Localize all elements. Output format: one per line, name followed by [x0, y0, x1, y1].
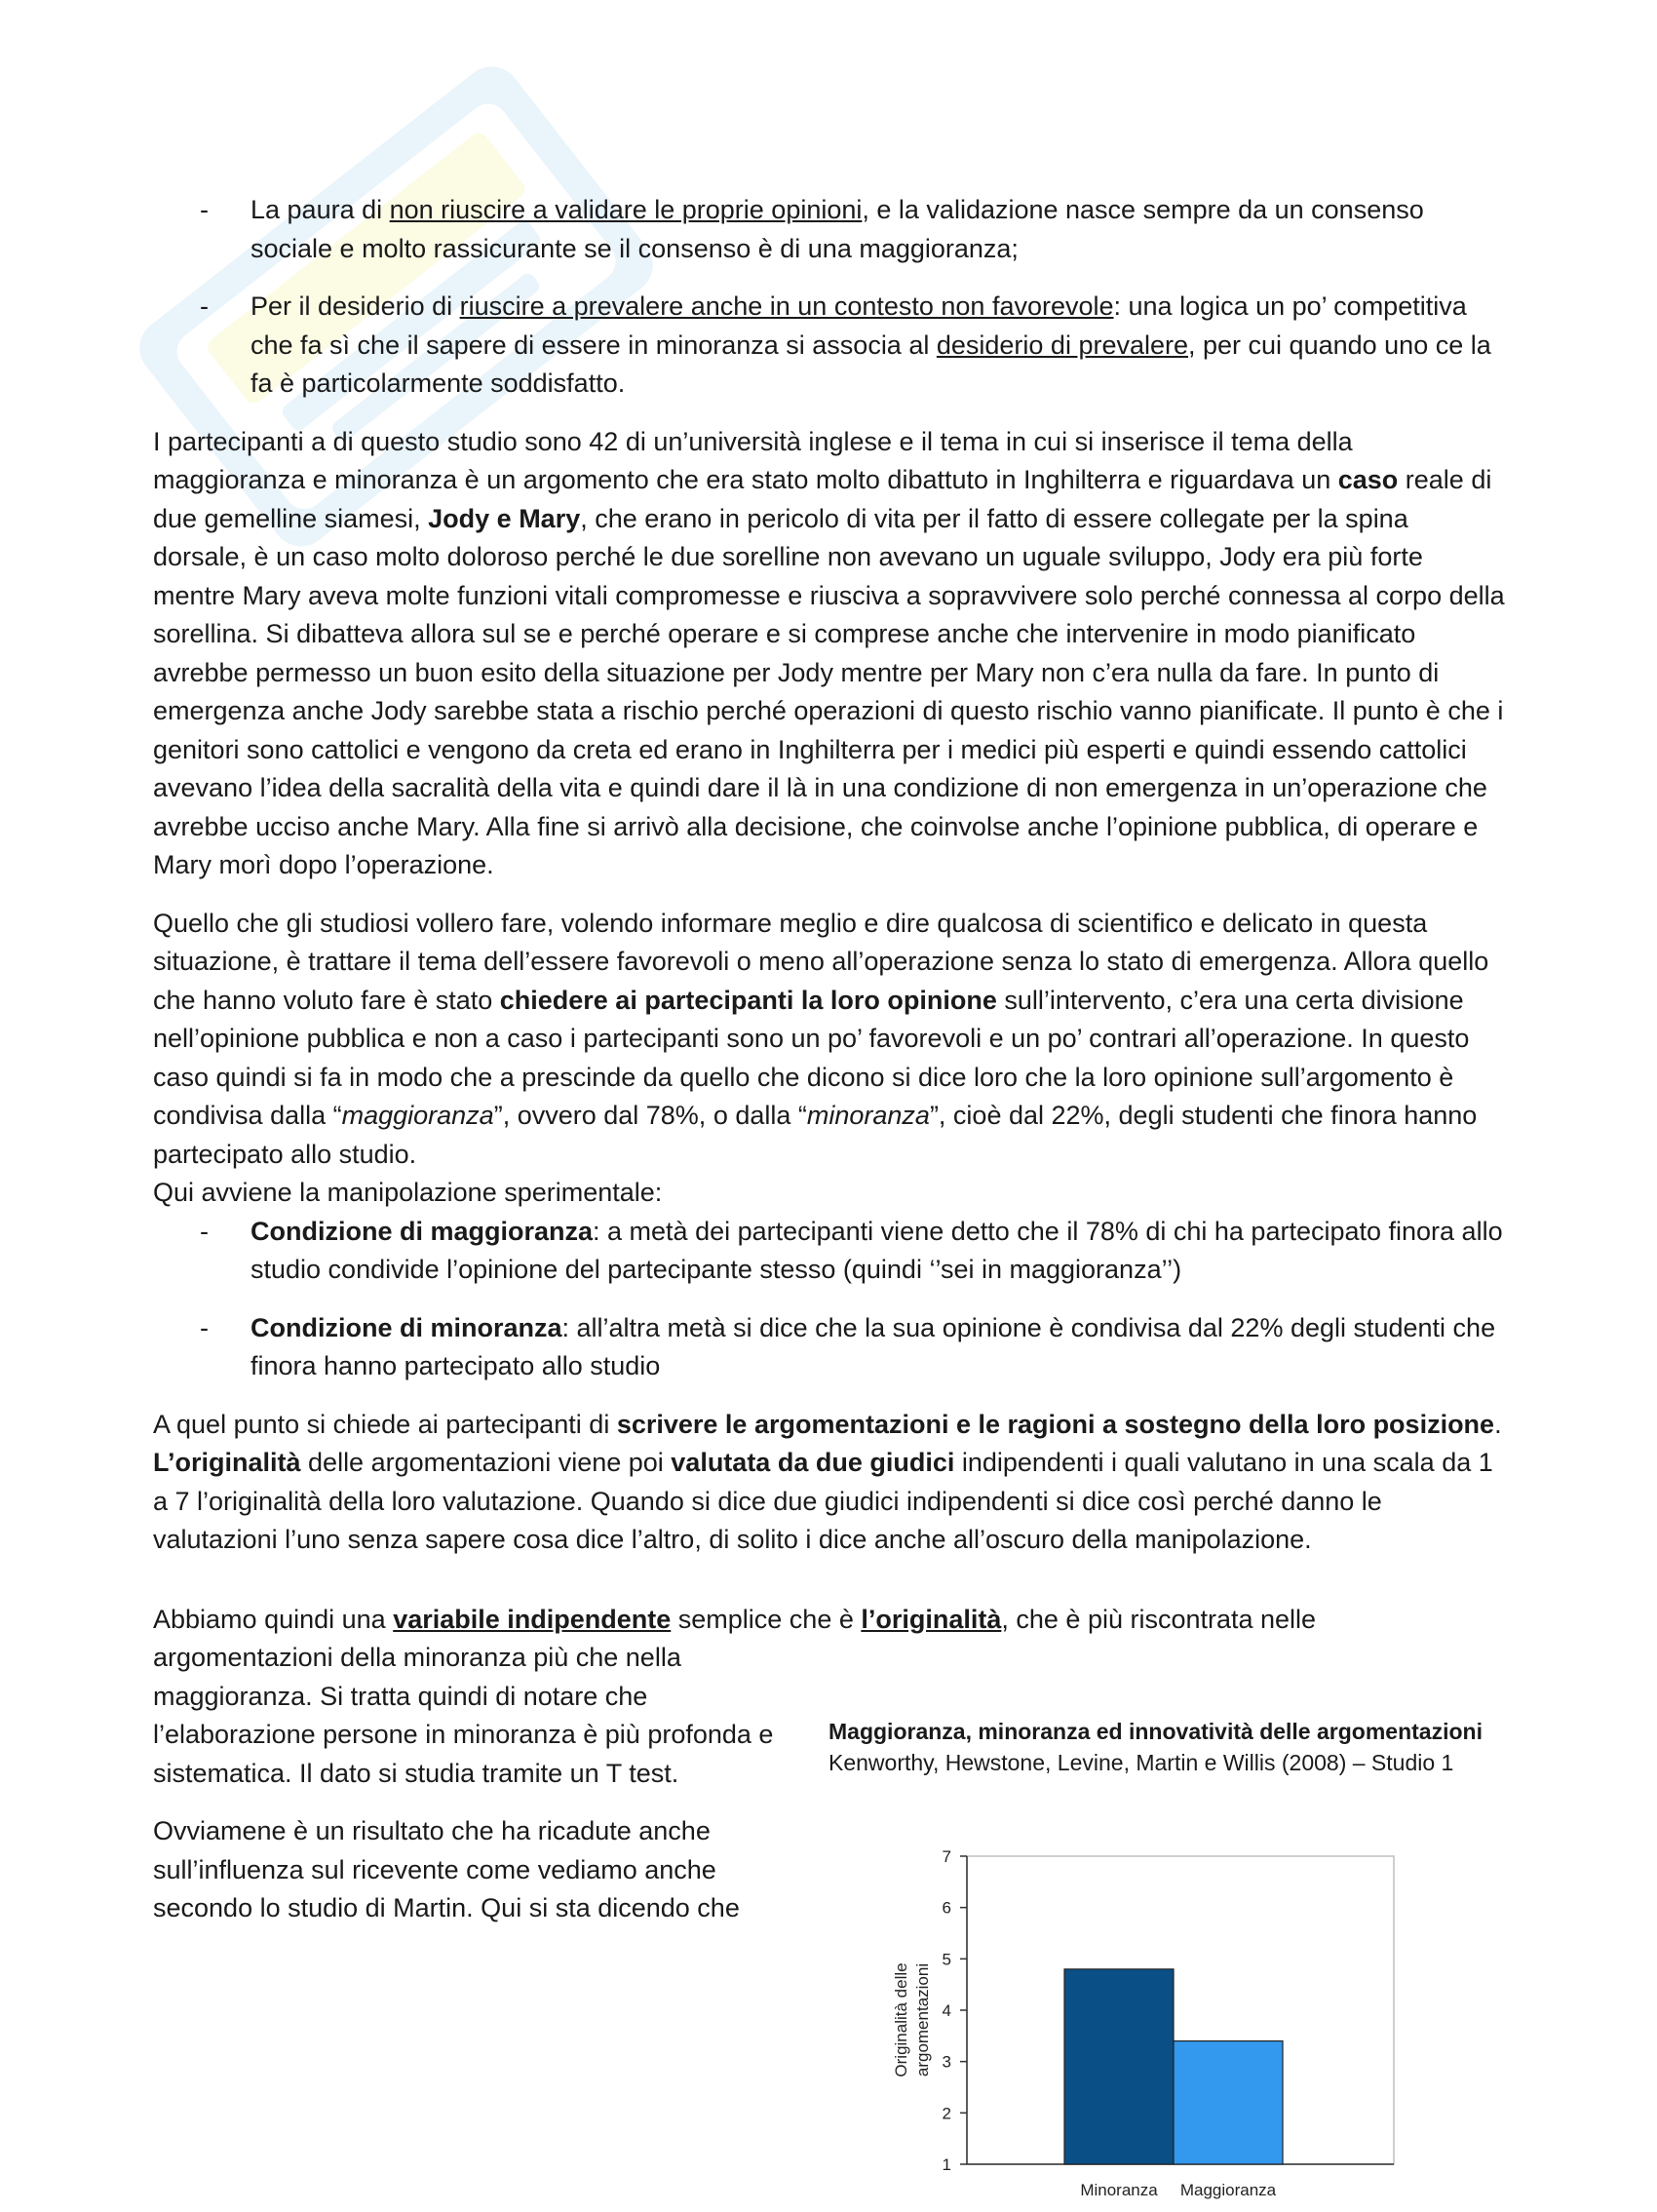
bar-chart: [828, 1778, 1511, 2207]
dash-bullet: -: [200, 195, 209, 224]
y-axis-label: argomentazioni: [913, 1962, 932, 2077]
list-item: - Per il desiderio di riuscire a prevalere anche in un contesto non favorevole: una logica un po’ competitiva che fa sì che il sapere di essere in minoranza si associa al desiderio di prevalere, per cui quando uno ce la fa è particolarmente soddisfatto.: [153, 288, 1508, 404]
y-tick-label: 4: [942, 2001, 951, 2020]
bar-minoranza: [1064, 1969, 1174, 2164]
y-tick-label: 3: [942, 2052, 951, 2072]
dash-bullet: -: [200, 1216, 209, 1246]
x-tick-label: Minoranza: [1080, 2181, 1158, 2199]
chart-subtitle: Kenworthy, Hewstone, Levine, Martin e Willis (2008) – Studio 1: [828, 1750, 1454, 1775]
paragraph-variable-first-line: Abbiamo quindi una variabile indipendente semplice che è l’originalità, che è più riscontrata nelle: [153, 1604, 1317, 1634]
paragraph-study: I partecipanti a di questo studio sono 42 di un’università inglese e il tema in cui si inserisce il tema della maggioranza e minoranza è un argomento che era stato molto dibattuto in Inghilterra e riguardava un caso reale di due gemelline siamesi, Jody e Mary, che erano in pericolo di vita per il fatto di essere collegate per la spina dorsale, è un caso molto doloroso perché le due sorelline non avevano un uguale sviluppo, Jody era più forte mentre Mary aveva molte funzioni vitali compromesse e riusciva a sopravvivere solo perché connessa al corpo della sorellina. Si dibatteva allora sul se e perché operare e si comprese anche che intervenire in modo pianificato avrebbe permesso un buon esito della situazione per Jody mentre per Mary non c’era nulla da fare. In punto di emergenza anche Jody sarebbe stata a rischio perché operazioni di questo rischio vanno pianificate. Il punto è che i genitori sono cattolici e vengono da creta ed erano in Inghilterra per i medici più esperti e quindi essendo cattolici avevano l’idea della sacralità della vita e quindi dare il là in una condizione di non emergenza in un’operazione che avrebbe ucciso anche Mary. Alla fine si arrivò alla decisione, che coinvolse anche l’opinione pubblica, di operare e Mary morì dopo l’operazione.: [153, 426, 1505, 879]
bar-maggioranza: [1174, 2041, 1283, 2164]
list-item: - La paura di non riuscire a validare le proprie opinioni, e la validazione nasce sempre da un consenso sociale e molto rassicurante se il consenso è di una maggioranza;: [153, 191, 1508, 268]
document-body: [153, 191, 1508, 1928]
list-item: - Condizione di minoranza: all’altra metà si dice che la sua opinione è condivisa dal 22% degli studenti che finora hanno partecipato allo studio: [153, 1309, 1508, 1386]
dash-bullet: -: [200, 291, 209, 321]
y-tick-label: 7: [942, 1847, 951, 1866]
chart-figure: [828, 1716, 1511, 2212]
paragraph-method: Quello che gli studiosi vollero fare, volendo informare meglio e dire qualcosa di scientifico e delicato in questa situazione, è trattare il tema dell’essere favorevoli o meno all’operazione senza lo stato di emergenza. Allora quello che hanno voluto fare è stato chiedere ai partecipanti la loro opinione sull’intervento, c’era una certa divisione nell’opinione pubblica e non a caso i partecipanti sono un po’ favorevoli e un po’ contrari all’operazione. In questo caso quindi si fa in modo che a prescinde da quello che dicono si dice loro che la loro opinione sull’argomento è condivisa dalla “maggioranza”, ovvero dal 78%, o dalla “minoranza”, cioè dal 22%, degli studenti che finora hanno partecipato allo studio. Qui avviene la manipolazione sperimentale:: [153, 908, 1489, 1207]
paragraph-last: Ovviamene è un risultato che ha ricadute anche sull’influenza sul ricevente come vediamo anche secondo lo studio di Martin. Qui si sta dicendo che: [153, 1816, 740, 1922]
y-tick-label: 6: [942, 1898, 951, 1918]
paragraph-variable-rest: argomentazioni della minoranza più che nella maggioranza. Si tratta quindi di notare che l’elaborazione persone in minoranza è più profonda e sistematica. Il dato si studia tramite un T test.: [153, 1643, 774, 1788]
y-tick-label: 2: [942, 2104, 951, 2123]
list-item: - Condizione di maggioranza: a metà dei partecipanti viene detto che il 78% di chi ha partecipato finora allo studio condivide l’opinione del partecipante stesso (quindi ‘’sei in maggioranza’’): [153, 1213, 1508, 1290]
x-tick-label: Maggioranza: [1179, 2181, 1277, 2199]
motivation-list: [153, 191, 1508, 404]
conditions-list: [153, 1213, 1508, 1386]
y-tick-label: 5: [942, 1950, 951, 1969]
y-tick-label: 1: [942, 2155, 951, 2174]
chart-title: Maggioranza, minoranza ed innovatività delle argomentazioni: [828, 1719, 1483, 1744]
dash-bullet: -: [200, 1312, 209, 1342]
y-axis-label: Originalità delle: [892, 1962, 910, 2077]
paragraph-argument: A quel punto si chiede ai partecipanti di scrivere le argomentazioni e le ragioni a sostegno della loro posizione. L’originalità delle argomentazioni viene poi valutata da due giudici indipendenti i quali valutano in una scala da 1 a 7 l’originalità della loro valutazione. Quando si dice due giudici indipendenti si dice così perché danno le valutazioni l’uno senza sapere cosa dice l’altro, di solito i dice anche all’oscuro della manipolazione.: [153, 1409, 1502, 1554]
